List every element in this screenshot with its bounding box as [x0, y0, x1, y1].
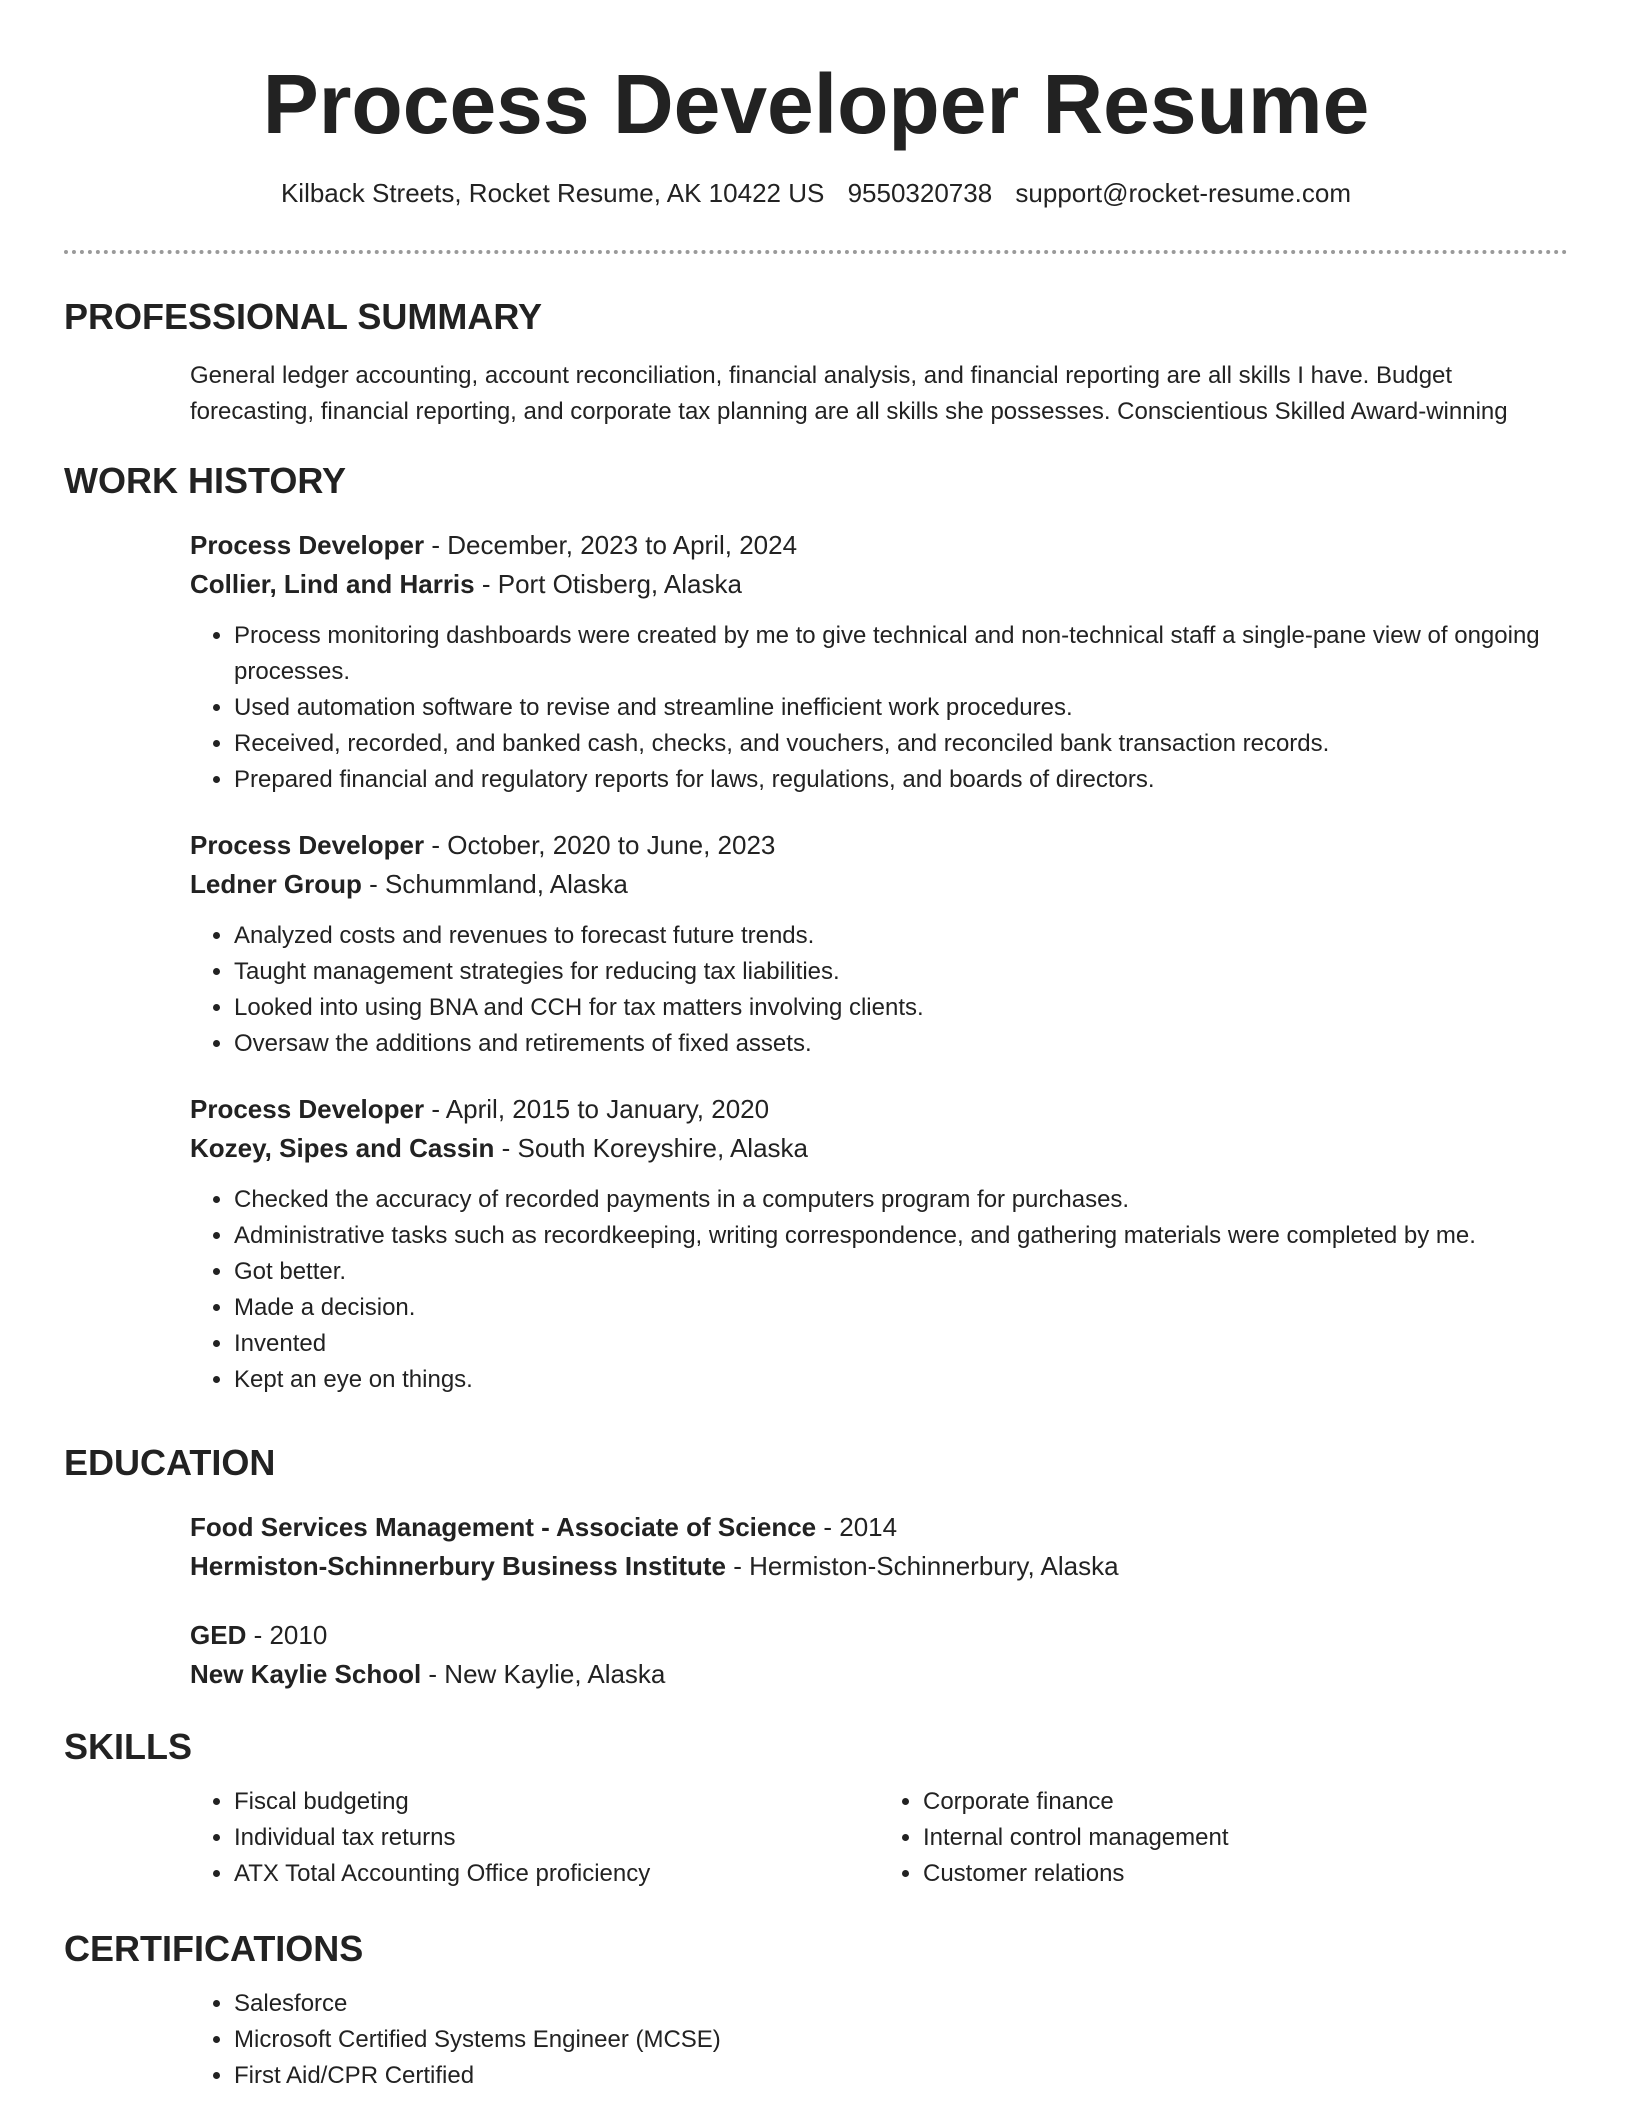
list-item: • Corporate finance — [923, 1784, 1568, 1820]
skills-list-right — [879, 1784, 1568, 1892]
job-title-line — [190, 1090, 1568, 1129]
education-entry — [190, 1616, 1568, 1694]
degree-name: Food Services Management - Associate of Science — [190, 1512, 817, 1542]
job-title-line — [190, 826, 1568, 865]
school-line — [190, 1655, 1568, 1694]
resume-header — [0, 0, 1632, 209]
summary-heading: PROFESSIONAL SUMMARY — [64, 296, 543, 337]
list-item: • Taught management strategies for reducing tax liabilities. — [234, 954, 1568, 990]
job-entry — [190, 1090, 1568, 1398]
list-item: • Salesforce — [234, 1986, 1568, 2022]
header-divider — [64, 250, 1568, 254]
skills-heading: SKILLS — [64, 1726, 193, 1767]
job-dates: - December, 2023 to April, 2024 — [424, 530, 798, 560]
job-entry — [190, 526, 1568, 798]
skills-section — [64, 1726, 1568, 1892]
contact-line — [0, 178, 1632, 209]
certifications-list — [190, 1986, 1568, 2094]
school-location: - Hermiston-Schinnerbury, Alaska — [725, 1551, 1119, 1581]
job-dates: - April, 2015 to January, 2020 — [424, 1094, 770, 1124]
address-text: Kilback Streets, Rocket Resume, AK 10422 US — [280, 178, 825, 209]
job-company: Collier, Lind and Harris — [190, 569, 475, 599]
job-bullets — [190, 1182, 1568, 1398]
list-item: • Got better. — [234, 1254, 1568, 1290]
school-name: Hermiston-Schinnerbury Business Institute — [190, 1551, 726, 1581]
job-title: Process Developer — [190, 1094, 425, 1124]
list-item: • Received, recorded, and banked cash, checks, and vouchers, and reconciled bank transaction records. — [234, 726, 1568, 762]
summary-section — [64, 296, 1568, 430]
list-item: • Checked the accuracy of recorded payments in a computers program for purchases. — [234, 1182, 1568, 1218]
degree-line — [190, 1616, 1568, 1655]
degree-line — [190, 1508, 1568, 1547]
job-bullets — [190, 618, 1568, 798]
job-title-line — [190, 526, 1568, 565]
job-company-line — [190, 865, 1568, 904]
job-company: Kozey, Sipes and Cassin — [190, 1133, 495, 1163]
list-item: • Customer relations — [923, 1856, 1568, 1892]
phone-text: 9550320738 — [847, 178, 993, 209]
education-section — [64, 1442, 1568, 1694]
job-company: Ledner Group — [190, 869, 362, 899]
certifications-section — [64, 1928, 1568, 2094]
skills-list-left — [190, 1784, 879, 1892]
job-title: Process Developer — [190, 830, 425, 860]
list-item: • Microsoft Certified Systems Engineer (MCSE) — [234, 2022, 1568, 2058]
job-location: - South Koreyshire, Alaska — [494, 1133, 809, 1163]
list-item: • Kept an eye on things. — [234, 1362, 1568, 1398]
list-item: • Analyzed costs and revenues to forecast future trends. — [234, 918, 1568, 954]
school-location: - New Kaylie, Alaska — [421, 1659, 666, 1689]
education-heading: EDUCATION — [64, 1442, 276, 1483]
education-entry — [190, 1508, 1568, 1586]
school-line — [190, 1547, 1568, 1586]
list-item: • Used automation software to revise and streamline inefficient work procedures. — [234, 690, 1568, 726]
list-item: • Administrative tasks such as recordkeeping, writing correspondence, and gathering materials were completed by me. — [234, 1218, 1568, 1254]
job-location: - Port Otisberg, Alaska — [474, 569, 742, 599]
degree-year: - 2010 — [246, 1620, 328, 1650]
job-location: - Schummland, Alaska — [361, 869, 628, 899]
job-bullets — [190, 918, 1568, 1062]
work-history-section — [64, 460, 1568, 1398]
list-item: • Prepared financial and regulatory reports for laws, regulations, and boards of directors. — [234, 762, 1568, 798]
list-item: • ATX Total Accounting Office proficiency — [234, 1856, 879, 1892]
list-item: • Oversaw the additions and retirements of fixed assets. — [234, 1026, 1568, 1062]
list-item: • Process monitoring dashboards were created by me to give technical and non-technical staff a single-pane view of ongoing processes. — [234, 618, 1568, 690]
summary-text: General ledger accounting, account reconciliation, financial analysis, and financial reporting are all skills I have. Budget forecasting, financial reporting, and corporate tax planning are all skills she possesses. Conscientious Skilled Award-winning — [190, 362, 1508, 425]
degree-year: - 2014 — [816, 1512, 898, 1542]
list-item: • Looked into using BNA and CCH for tax matters involving clients. — [234, 990, 1568, 1026]
certifications-heading: CERTIFICATIONS — [64, 1928, 364, 1969]
skills-grid — [190, 1784, 1568, 1892]
degree-name: GED — [190, 1620, 247, 1650]
list-item: • Fiscal budgeting — [234, 1784, 879, 1820]
job-company-line — [190, 1129, 1568, 1168]
job-entry — [190, 826, 1568, 1062]
email-text: support@rocket-resume.com — [1015, 178, 1352, 209]
work-history-heading: WORK HISTORY — [64, 460, 347, 501]
job-title: Process Developer — [190, 530, 425, 560]
list-item: • First Aid/CPR Certified — [234, 2058, 1568, 2094]
list-item: • Invented — [234, 1326, 1568, 1362]
page-title: Process Developer Resume — [262, 57, 1370, 151]
list-item: • Made a decision. — [234, 1290, 1568, 1326]
list-item: • Individual tax returns — [234, 1820, 879, 1856]
school-name: New Kaylie School — [190, 1659, 422, 1689]
job-dates: - October, 2020 to June, 2023 — [424, 830, 776, 860]
list-item: • Internal control management — [923, 1820, 1568, 1856]
job-company-line — [190, 565, 1568, 604]
